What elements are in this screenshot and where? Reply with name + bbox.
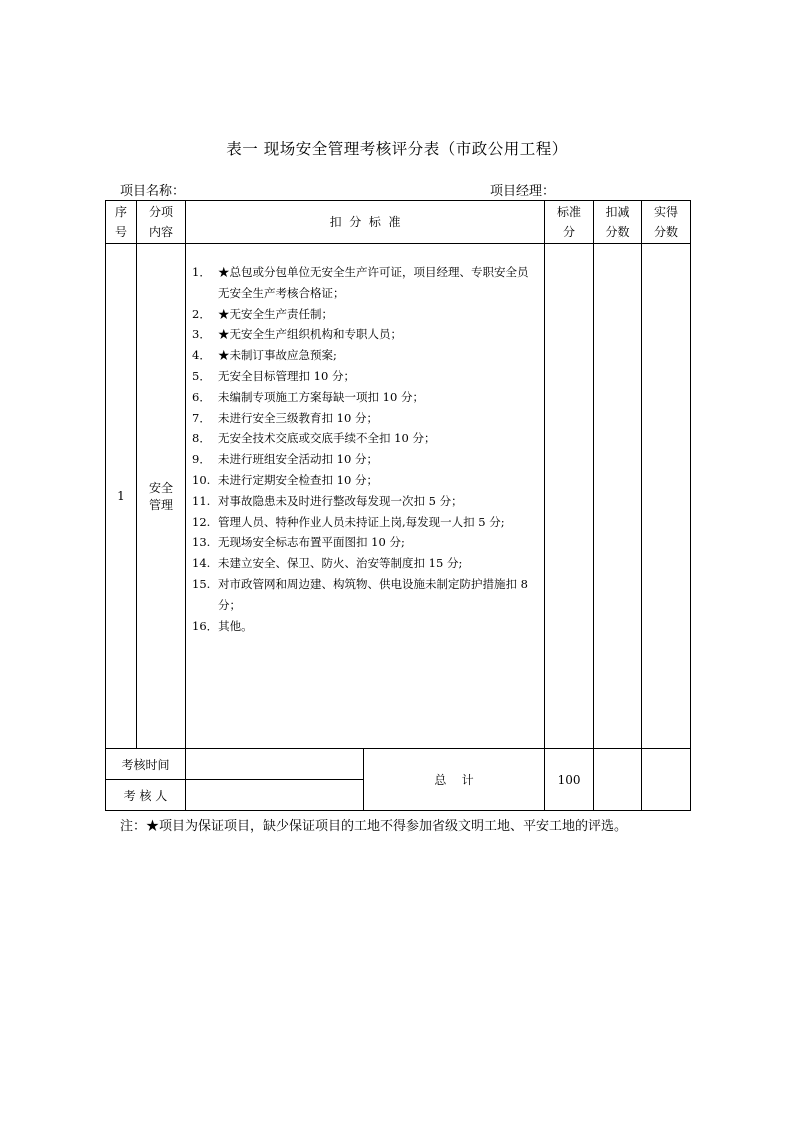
criteria-item — [192, 428, 536, 449]
row-deduction — [594, 244, 642, 749]
criteria-item-text: 对事故隐患未及时进行整改每发现一次扣 5 分； — [218, 493, 463, 508]
criteria-item — [192, 616, 536, 637]
criteria-item-number: 14. — [192, 556, 211, 571]
header-item — [137, 201, 186, 244]
criteria-item-text: ★总包或分包单位无安全生产许可证，项目经理、专职安全员无安全生产考核合格证； — [218, 265, 529, 300]
score-table — [105, 200, 691, 811]
criteria-item-text: 未进行班组安全活动扣 10 分； — [218, 452, 378, 467]
row-standard-score — [545, 244, 594, 749]
criteria-item — [192, 470, 536, 491]
criteria-item-number: 10. — [192, 472, 211, 487]
header-std-line2: 分 — [563, 225, 576, 239]
header-actual-score — [642, 201, 691, 244]
criteria-item — [192, 574, 536, 616]
header-row — [106, 201, 691, 244]
criteria-item-number: 11. — [192, 493, 211, 508]
criteria-item — [192, 366, 536, 387]
exam-time-row — [106, 749, 691, 780]
header-standard-score — [545, 201, 594, 244]
criteria-item-number: 12. — [192, 514, 211, 529]
criteria-item-text: ★未制订事故应急预案; — [218, 348, 337, 363]
header-actual-line2: 分数 — [654, 225, 679, 239]
criteria-item — [192, 304, 536, 325]
exam-time-label: 考核时间 — [106, 749, 186, 780]
header-seq-line2: 号 — [114, 225, 127, 239]
criteria-item-text: 无安全技术交底或交底手续不全扣 10 分； — [218, 431, 436, 446]
total-value: 100 — [545, 749, 594, 811]
row-criteria — [186, 244, 545, 749]
table-row — [106, 244, 691, 749]
criteria-item-number: 16． — [192, 618, 219, 633]
header-seq — [106, 201, 137, 244]
criteria-item-number: 5． — [192, 368, 211, 383]
criteria-item — [192, 324, 536, 345]
criteria-item-text: 管理人员、特种作业人员未持证上岗,每发现一人扣 5 分; — [218, 514, 505, 529]
criteria-item-text: 无现场安全标志布置平面图扣 10 分; — [218, 535, 405, 550]
criteria-item-number: 1． — [192, 265, 211, 279]
header-item-line1: 分项 — [148, 205, 173, 219]
criteria-item — [192, 262, 536, 304]
criteria-item — [192, 408, 536, 429]
criteria-item-text: 未建立安全、保卫、防火、治安等制度扣 15 分; — [218, 556, 463, 571]
row-seq: 1 — [106, 244, 137, 749]
criteria-item — [192, 345, 536, 366]
header-actual-line1: 实得 — [654, 205, 679, 219]
criteria-list — [192, 262, 536, 636]
examiner-field[interactable] — [186, 780, 364, 811]
row-item — [137, 244, 186, 749]
criteria-item-number: 3． — [192, 327, 211, 342]
footnote: 注：★项目为保证项目，缺少保证项目的工地不得参加省级文明工地、平安工地的评选。 — [120, 819, 628, 834]
header-deduct-line2: 分数 — [605, 225, 630, 239]
page-title: 表一 现场安全管理考核评分表（市政公用工程） — [226, 140, 568, 158]
exam-time-field[interactable] — [186, 749, 364, 780]
criteria-item-text: 未进行安全三级教育扣 10 分； — [218, 410, 378, 425]
examiner-label: 考 核 人 — [106, 780, 186, 811]
criteria-item — [192, 387, 536, 408]
criteria-item-text: ★无安全生产组织机构和专职人员； — [218, 327, 402, 342]
criteria-item — [192, 512, 536, 533]
criteria-item-number: 2． — [192, 306, 211, 321]
criteria-item-text: 未编制专项施工方案每缺一项扣 10 分； — [218, 389, 424, 404]
criteria-item-text: 无安全目标管理扣 10 分； — [218, 368, 355, 383]
total-label: 总 计 — [364, 749, 545, 811]
criteria-item-number: 7． — [192, 410, 211, 425]
criteria-item-text: ★无安全生产责任制； — [218, 306, 333, 321]
criteria-item-text: 对市政管网和周边建、构筑物、供电设施未制定防护措施扣 8 分； — [218, 576, 528, 612]
project-manager-label: 项目经理： — [490, 184, 556, 199]
criteria-item-number: 15. — [192, 576, 211, 591]
row-item-line1: 安全 — [148, 481, 173, 495]
header-deduct-line1: 扣减 — [605, 205, 630, 219]
criteria-item — [192, 449, 536, 470]
header-deduction — [594, 201, 642, 244]
header-criteria: 扣 分 标 准 — [186, 201, 545, 244]
project-name-label: 项目名称： — [120, 184, 186, 199]
header-item-line2: 内容 — [148, 225, 173, 239]
criteria-item-number: 8． — [192, 431, 211, 446]
row-actual-score — [642, 244, 691, 749]
header-std-line1: 标准 — [557, 205, 582, 219]
header-seq-line1: 序 — [114, 205, 127, 219]
criteria-item — [192, 491, 536, 512]
row-item-line2: 管理 — [148, 498, 173, 512]
criteria-item-number: 13. — [192, 535, 211, 550]
total-deduction — [594, 749, 642, 811]
criteria-item-number: 4． — [192, 348, 211, 363]
criteria-item-number: 6． — [192, 389, 211, 404]
criteria-item-text: 未进行定期安全检查扣 10 分； — [218, 472, 378, 487]
criteria-item — [192, 532, 536, 553]
criteria-item-text: 其他。 — [218, 618, 253, 633]
criteria-item — [192, 553, 536, 574]
total-actual — [642, 749, 691, 811]
criteria-item-number: 9． — [192, 452, 211, 467]
